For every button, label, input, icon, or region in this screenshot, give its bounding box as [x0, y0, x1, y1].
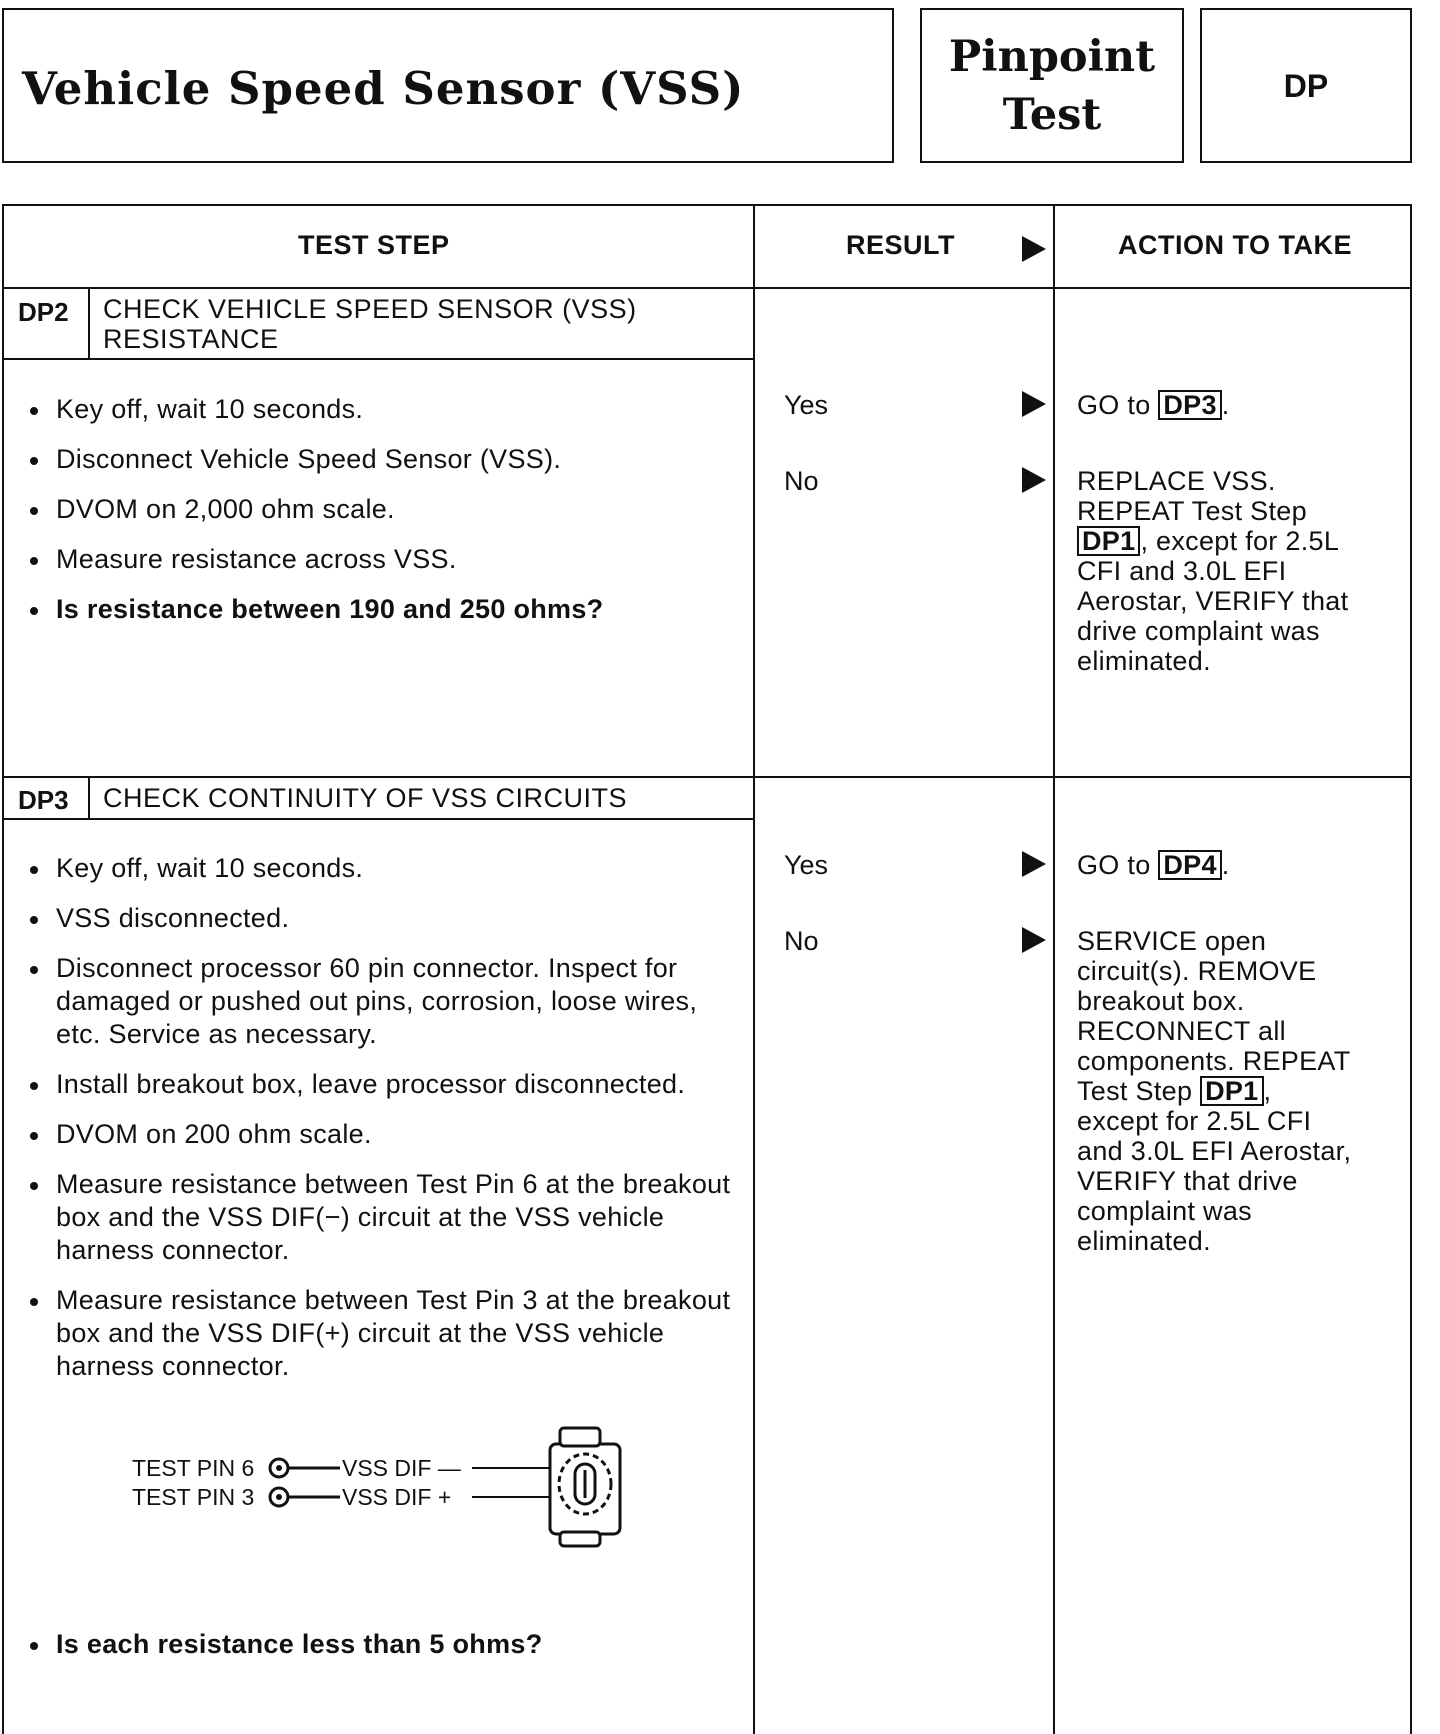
diagram-label-dif-plus: VSS DIF +	[342, 1484, 452, 1510]
diagram-label-pin6: TEST PIN 6	[132, 1455, 255, 1481]
action-line: breakout box.	[1077, 986, 1245, 1016]
action-text: , except for 2.5L	[1140, 526, 1340, 556]
step-reference: DP3	[1158, 390, 1221, 420]
action-line: components. REPEAT	[1077, 1046, 1351, 1076]
step-instructions	[26, 393, 741, 626]
action-line: RECONNECT all	[1077, 1016, 1286, 1046]
action-line: drive complaint was	[1077, 616, 1320, 646]
pinpoint-test-box	[920, 8, 1184, 163]
step-id: DP3	[18, 785, 69, 815]
result-yes: Yes	[784, 850, 829, 880]
step-header-underline	[2, 358, 753, 360]
step-reference: DP1	[1200, 1076, 1263, 1106]
result-no: No	[784, 466, 819, 496]
action-line: eliminated.	[1077, 1226, 1211, 1256]
row-divider	[2, 776, 1412, 778]
pinpoint-label: Pinpoint	[948, 32, 1156, 82]
step-instructions	[26, 852, 741, 1383]
header-divider	[2, 287, 1412, 289]
action-text: ,	[1263, 1076, 1272, 1106]
column-header-test-step: TEST STEP	[298, 230, 450, 260]
result-yes: Yes	[784, 390, 829, 420]
instruction-item: Key off, wait 10 seconds.	[26, 393, 741, 426]
action-line: REPEAT Test Step	[1077, 496, 1307, 526]
instruction-item: DVOM on 2,000 ohm scale.	[26, 493, 741, 526]
diagram-label-dif-minus: VSS DIF —	[342, 1455, 461, 1481]
arrow-icon	[1022, 391, 1046, 417]
instruction-item: Measure resistance between Test Pin 3 at the breakout box and the VSS DIF(+) circuit at the VSS vehicle harness connector.	[26, 1284, 741, 1383]
arrow-icon	[1022, 927, 1046, 953]
column-header-result: RESULT	[846, 230, 955, 260]
instruction-item: Measure resistance between Test Pin 6 at the breakout box and the VSS DIF(−) circuit at the VSS vehicle harness connector.	[26, 1168, 741, 1267]
action-no	[1077, 466, 1397, 676]
result-no: No	[784, 926, 819, 956]
instruction-item: Disconnect processor 60 pin connector. Inspect for damaged or pushed out pins, corrosion, loose wires, etc. Service as necessary.	[26, 952, 741, 1051]
action-line: SERVICE open	[1077, 926, 1267, 956]
action-line: complaint was	[1077, 1196, 1252, 1226]
action-line: VERIFY that drive	[1077, 1166, 1298, 1196]
step-id-divider	[88, 287, 90, 358]
title-box	[2, 8, 894, 163]
instruction-question: Is resistance between 190 and 250 ohms?	[26, 593, 741, 626]
action-yes	[1077, 390, 1397, 420]
action-text: GO to	[1077, 850, 1151, 880]
column-divider	[1053, 204, 1055, 1734]
test-label: Test	[1002, 90, 1102, 140]
step-header-underline	[2, 818, 753, 820]
instruction-item: Measure resistance across VSS.	[26, 543, 741, 576]
test-code: DP	[1283, 68, 1329, 104]
step-title-line: RESISTANCE	[103, 324, 279, 354]
arrow-icon	[1022, 467, 1046, 493]
step-id: DP2	[18, 297, 69, 327]
arrow-icon	[1022, 851, 1046, 877]
page-title: Vehicle Speed Sensor (VSS)	[22, 62, 745, 115]
instruction-item: VSS disconnected.	[26, 902, 741, 935]
step-title-line: CHECK CONTINUITY OF VSS CIRCUITS	[103, 783, 628, 813]
action-line: CFI and 3.0L EFI	[1077, 556, 1287, 586]
test-code-box	[1200, 8, 1412, 163]
step-question	[26, 1628, 741, 1661]
instruction-item: Install breakout box, leave processor disconnected.	[26, 1068, 741, 1101]
action-line: except for 2.5L CFI	[1077, 1106, 1312, 1136]
step-reference: DP4	[1158, 850, 1221, 880]
action-line: REPLACE VSS.	[1077, 466, 1276, 496]
column-header-action: ACTION TO TAKE	[1118, 230, 1352, 260]
instruction-item: Disconnect Vehicle Speed Sensor (VSS).	[26, 443, 741, 476]
instruction-item: Key off, wait 10 seconds.	[26, 852, 741, 885]
column-divider	[753, 204, 755, 1734]
vss-connector-icon	[550, 1428, 620, 1546]
action-no	[1077, 926, 1397, 1256]
action-line: circuit(s). REMOVE	[1077, 956, 1317, 986]
arrow-icon	[1022, 236, 1046, 262]
instruction-question: Is each resistance less than 5 ohms?	[26, 1628, 741, 1661]
action-line: and 3.0L EFI Aerostar,	[1077, 1136, 1352, 1166]
action-text: .	[1221, 390, 1230, 420]
action-line: eliminated.	[1077, 646, 1211, 676]
action-text: Test Step	[1077, 1076, 1193, 1106]
action-line: Aerostar, VERIFY that	[1077, 586, 1349, 616]
action-text: .	[1221, 850, 1230, 880]
instruction-item: DVOM on 200 ohm scale.	[26, 1118, 741, 1151]
step-reference: DP1	[1077, 526, 1140, 556]
diagram-label-pin3: TEST PIN 3	[132, 1484, 255, 1510]
action-yes	[1077, 850, 1397, 880]
step-id-divider	[88, 776, 90, 818]
step-title-line: CHECK VEHICLE SPEED SENSOR (VSS)	[103, 294, 637, 324]
action-text: GO to	[1077, 390, 1151, 420]
vss-wiring-diagram	[130, 1420, 640, 1550]
